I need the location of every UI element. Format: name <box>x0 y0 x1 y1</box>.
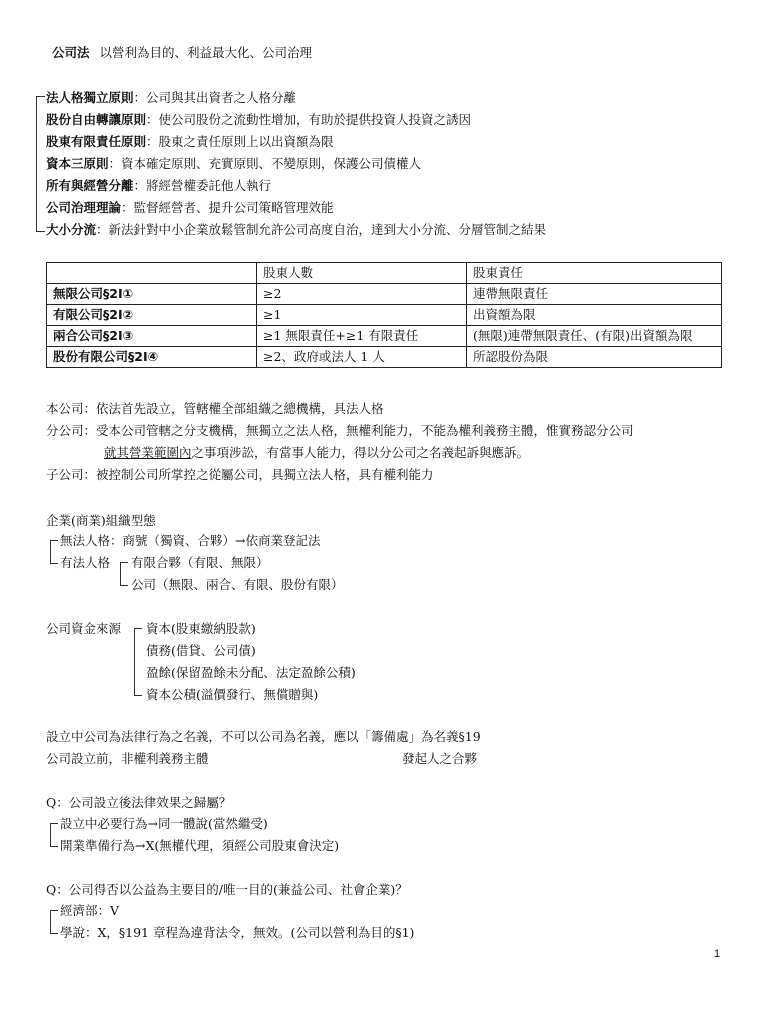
principle-item: 資本三原則：資本確定原則、充實原則、不變原則，保護公司債權人 <box>46 156 422 171</box>
legal-entity-bracket <box>120 562 128 586</box>
enterprise-bracket <box>50 540 58 564</box>
enterprise-has-legal: 有法人格 <box>60 555 111 570</box>
table-header-cell: 股東責任 <box>467 263 722 284</box>
page-number: 1 <box>714 948 721 960</box>
underlined-phrase: 就其營業範圍內 <box>104 445 192 460</box>
question-1: Q：公司設立後法律效果之歸屬？ <box>46 795 232 810</box>
table-row: 兩合公司§2I③ ≥1 無限責任+≥1 有限責任 (無限)連帶無限責任、(有限)出資額為限 <box>47 326 722 347</box>
table-header-cell <box>47 263 257 284</box>
funding-item: 資本公積(溢價發行、無償贈與) <box>146 687 319 702</box>
q1-answer: 開業準備行為→X(無權代理，須經公司股東會決定) <box>60 838 340 853</box>
q1-answer: 設立中必要行為→同一體說(當然繼受) <box>60 816 268 831</box>
header-subtitle: 以營利為目的、利益最大化、公司治理 <box>99 45 313 60</box>
funding-bracket <box>134 628 142 696</box>
table-row: 股份有限公司§2I④ ≥2、政府或法人 1 人 所認股份為限 <box>47 347 722 368</box>
principle-item: 公司治理理論：監督經營者、提升公司策略管理效能 <box>46 200 334 215</box>
principle-item: 大小分流：新法針對中小企業放鬆管制允許公司高度自治，達到大小分流、分層管制之結果 <box>46 222 547 237</box>
header-title: 公司法 <box>52 45 90 60</box>
q2-bracket <box>50 910 58 934</box>
establish-line-2: 公司設立前，非權利義務主體 <box>46 751 209 766</box>
establish-line-1: 設立中公司為法律行為之名義，不可以公司為名義，應以「籌備處」為名義§19 <box>46 729 481 744</box>
def-subsidiary: 子公司：被控制公司所掌控之從屬公司，具獨立法人格，具有權利能力 <box>46 467 434 482</box>
q2-answer: 經濟部：V <box>60 903 120 918</box>
funding-item: 盈餘(保留盈餘未分配、法定盈餘公積) <box>146 665 356 680</box>
def-branch-cont: 就其營業範圍內之事項涉訟，有當事人能力，得以分公司之名義起訴與應訴。 <box>104 445 530 460</box>
principle-item: 股東有限責任原則：股東之責任原則上以出資額為限 <box>46 134 334 149</box>
establish-line-2-right: 發起人之合夥 <box>402 751 478 766</box>
question-2: Q：公司得否以公益為主要目的/唯一目的(兼益公司、社會企業)？ <box>46 882 408 897</box>
funding-item: 資本(股東繳納股款) <box>146 621 256 636</box>
enterprise-company: 公司（無限、兩合、有限、股份有限） <box>131 577 344 592</box>
table-row: 無限公司§2I① ≥2 連帶無限責任 <box>47 284 722 305</box>
principle-item: 股份自由轉讓原則：使公司股份之流動性增加，有助於提供投資人投資之誘因 <box>46 112 472 127</box>
def-head-office: 本公司：依法首先設立，管轄權全部組織之總機構，具法人格 <box>46 401 384 416</box>
funding-item: 債務(借貸、公司債) <box>146 643 256 658</box>
funding-title: 公司資金來源 <box>46 621 122 636</box>
principle-item: 所有與經營分離：將經營權委託他人執行 <box>46 178 272 193</box>
table-row: 有限公司§2I② ≥1 出資額為限 <box>47 305 722 326</box>
enterprise-no-legal: 無法人格：商號（獨資、合夥）→依商業登記法 <box>60 533 321 548</box>
enterprise-partnership: 有限合夥（有限、無限） <box>131 555 269 570</box>
table-header-cell: 股東人數 <box>257 263 467 284</box>
q2-answer: 學說：X，§191 章程為違背法令，無效。(公司以營利為目的§1) <box>60 925 415 940</box>
page-header <box>52 44 312 62</box>
q1-bracket <box>50 823 58 847</box>
def-branch: 分公司：受本公司管轄之分支機構，無獨立之法人格，無權利能力，不能為權利義務主體，惟實務認分公司 <box>46 423 634 438</box>
table-header-row <box>47 263 722 284</box>
enterprise-title: 企業(商業)組織型態 <box>46 513 156 528</box>
company-types-table <box>46 262 722 368</box>
principles-bracket <box>36 96 45 232</box>
principle-item: 法人格獨立原則：公司與其出資者之人格分離 <box>46 90 297 105</box>
